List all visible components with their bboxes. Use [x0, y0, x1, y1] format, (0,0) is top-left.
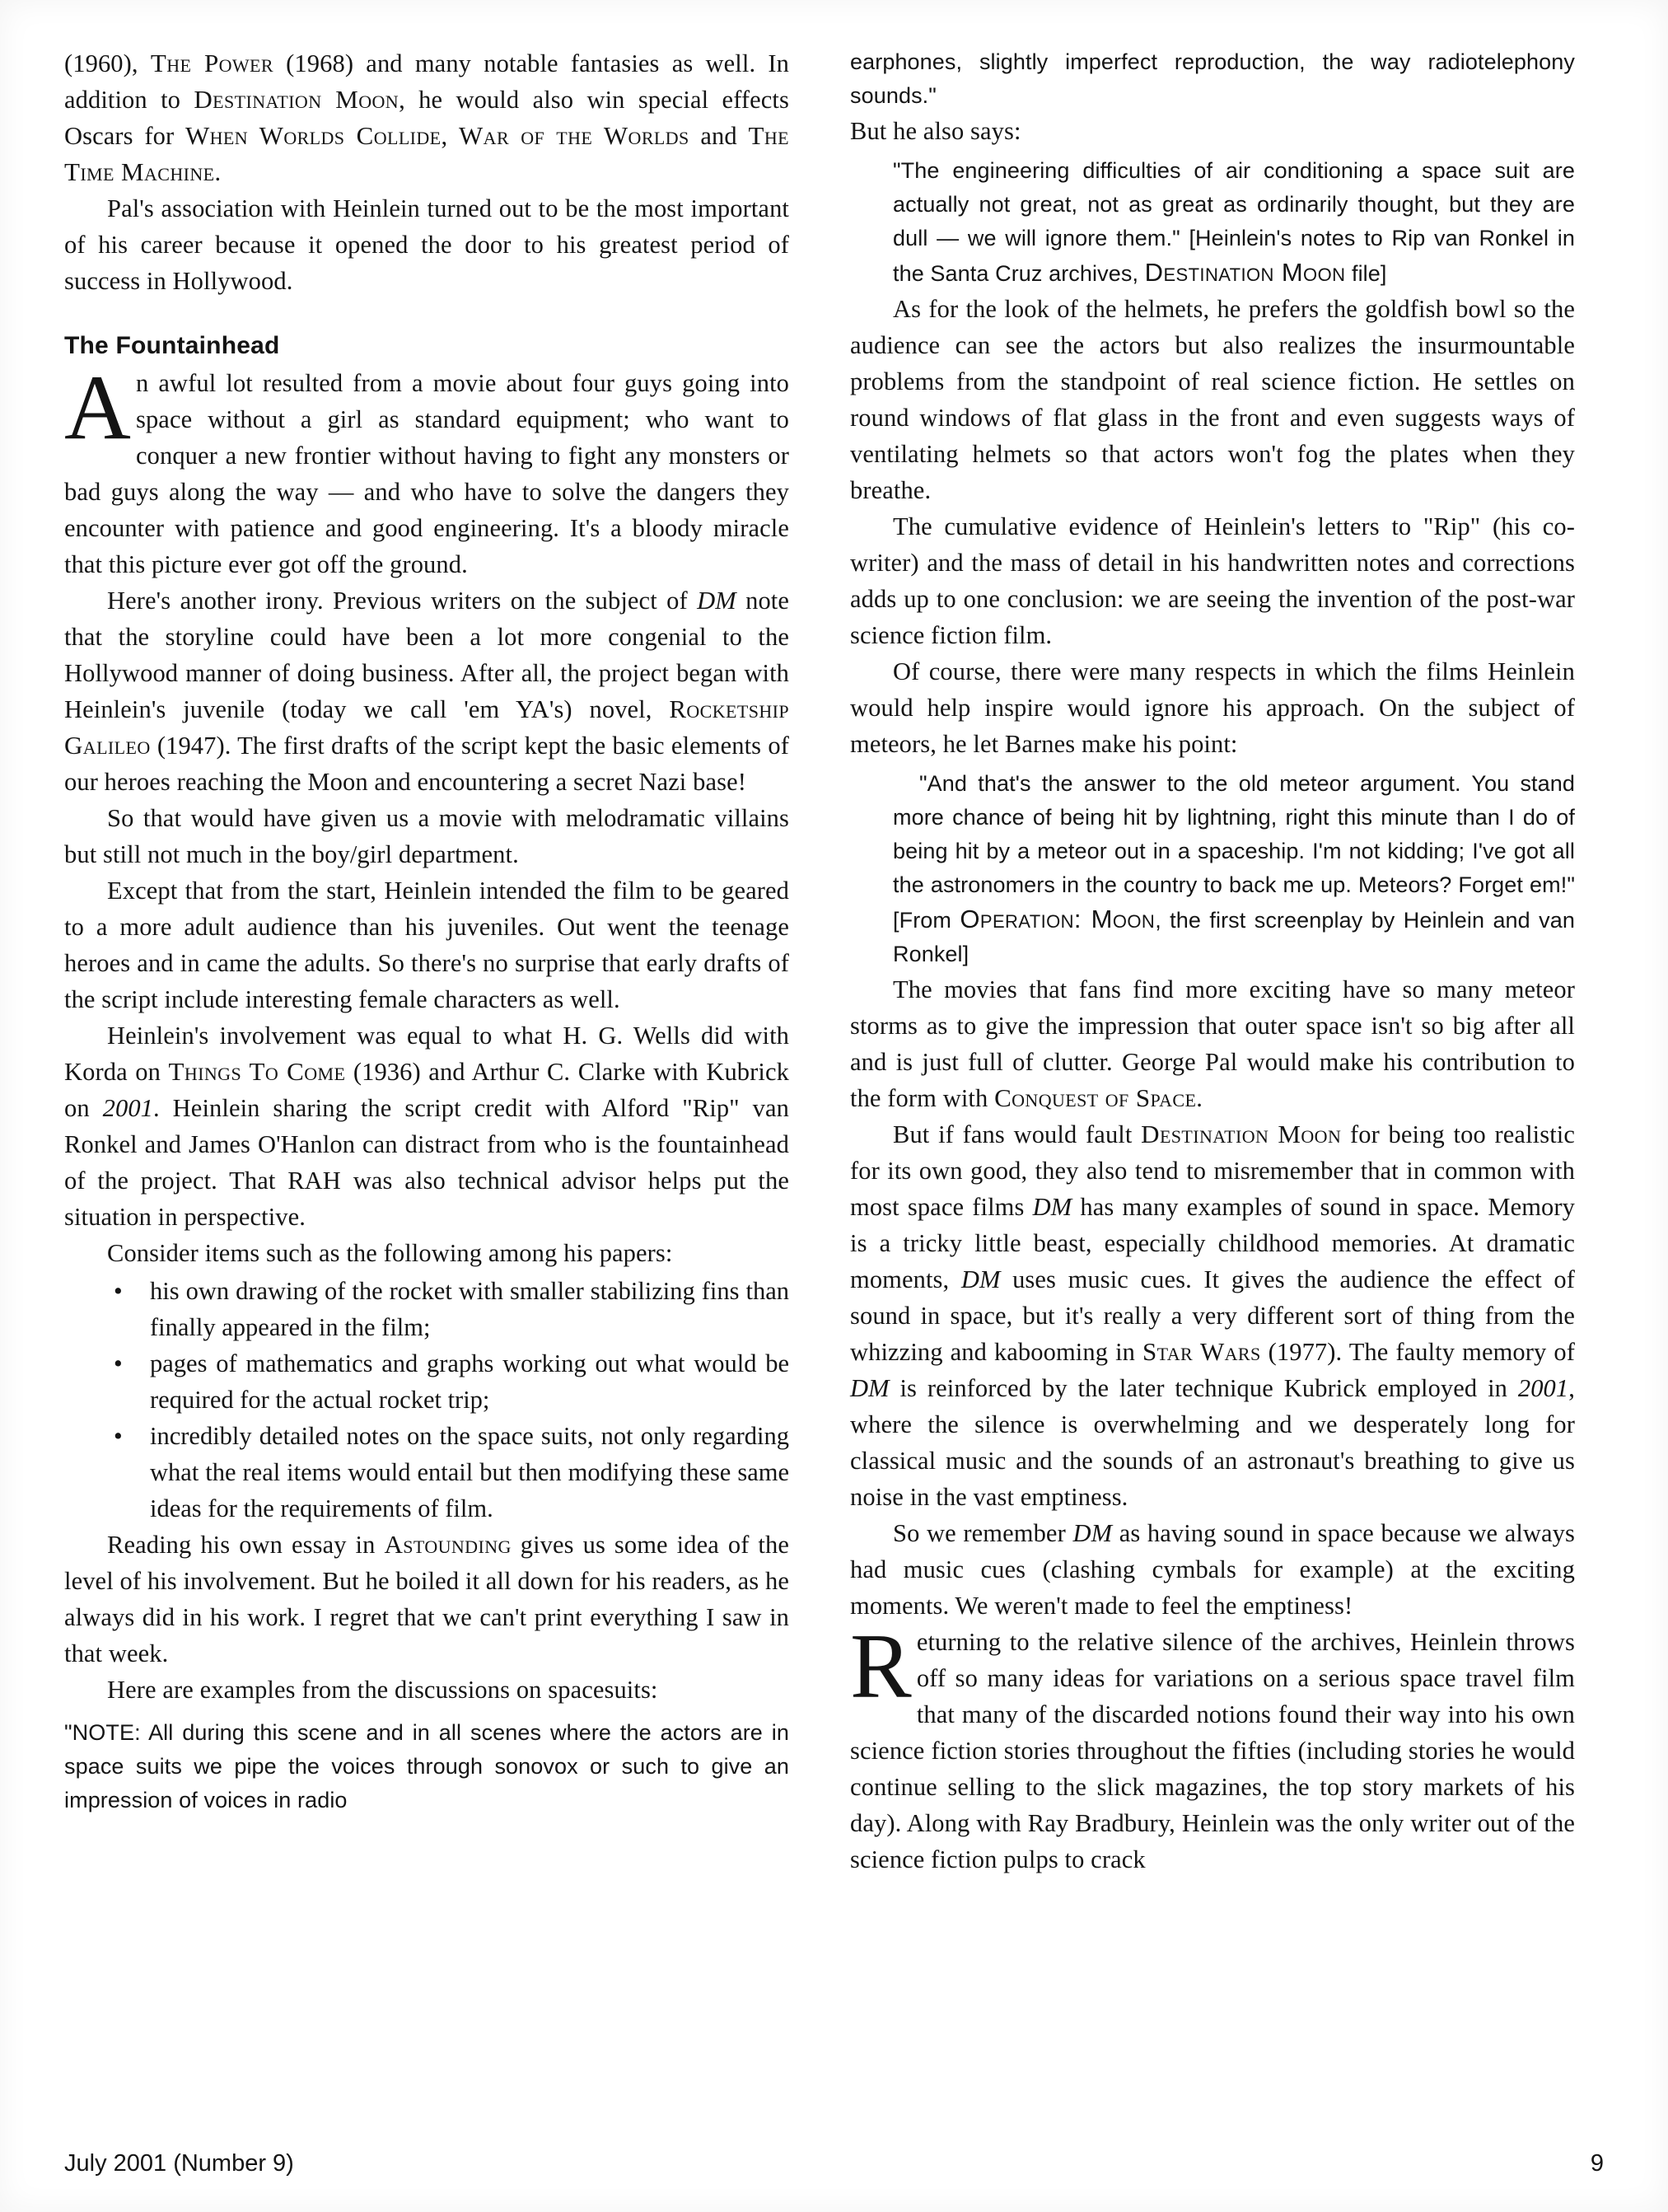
text-run: (1977). The faulty memory of — [1260, 1338, 1575, 1366]
blockquote-meteor-argument — [850, 767, 1575, 971]
bullet-glyph: • — [114, 1349, 123, 1377]
text-run: (1936) and Arthur C. Clarke with Kubrick on — [64, 1058, 789, 1122]
italic-abbrev: DM — [697, 587, 736, 615]
italic-abbrev: DM — [850, 1374, 890, 1402]
title-small-caps: Things To Come — [168, 1057, 346, 1086]
blockquote-continued: earphones, slightly imperfect reproduction, the way radiotelephony sounds." — [850, 49, 1575, 108]
italic-abbrev: DM — [1032, 1193, 1072, 1221]
paragraph-left-10: Here are examples from the discussions on spacesuits: — [107, 1676, 658, 1704]
text-run: , the first screenplay by Heinlein and van Ronkel] — [893, 908, 1575, 966]
italic-title: 2001 — [102, 1094, 154, 1122]
text-run: . — [1196, 1084, 1203, 1112]
text-run: "The engineering difficulties of air conditioning a space suit are actually not great, not as great as ordinarily thought, but they are dull — we will ignore them." [Heinlein's notes to Rip van Ronkel in the Santa Cruz archives, — [893, 158, 1575, 286]
paragraph-right-1: But he also says: — [850, 117, 1021, 145]
left-column — [64, 45, 789, 2023]
text-run: Heinlein's involvement was equal to what H. G. Wells did with Korda on — [64, 1022, 789, 1086]
drop-cap-r: R — [850, 1616, 912, 1718]
text-run: as having sound in space because we always had music cues (clashing cymbals for example) at the exciting moments. We weren't made to feel the emptiness! — [850, 1519, 1575, 1620]
text-run: But if fans would fault — [893, 1120, 1142, 1148]
text-run: , he would also win special effects Oscars for — [64, 86, 789, 150]
text-run: and — [689, 122, 749, 150]
italic-abbrev: DM — [960, 1265, 1001, 1293]
paragraph-right-7 — [850, 1515, 1575, 1624]
list-item-text: incredibly detailed notes on the space suits, not only regarding what the real items would entail but then modifying these same ideas for the requirements of film. — [150, 1422, 789, 1522]
italic-abbrev: DM — [1072, 1519, 1113, 1547]
paragraph-left-4 — [64, 582, 789, 800]
list-item-text: his own drawing of the rocket with smaller stabilizing fins than finally appeared in the film; — [150, 1277, 789, 1341]
title-small-caps: Star Wars — [1142, 1337, 1261, 1366]
title-small-caps: When Worlds Collide — [185, 121, 442, 150]
title-small-caps: The Time Machine — [64, 121, 789, 186]
paragraph-right-2: As for the look of the helmets, he prefers the goldfish bowl so the audience can see the actors but also realizes the insurmountable problems from the standpoint of real science fiction. He settles on round windows of flat glass in the front and even suggests ways of ventilating helmets so that actors won't fog the plates when they breathe. — [850, 295, 1575, 504]
title-small-caps: Destination Moon — [194, 85, 399, 114]
two-column-body — [64, 45, 1604, 2023]
text-run: , — [441, 122, 459, 150]
paragraph-left-8: Consider items such as the following among his papers: — [107, 1239, 673, 1267]
paragraph-left-5: So that would have given us a movie with melodramatic villains but still not much in the boy/girl department. — [64, 804, 789, 868]
text-run: , where the silence is overwhelming and we desperately long for classical music and the sounds of an astronaut's breathing to give us noise in the vast emptiness. — [850, 1374, 1575, 1511]
list-item — [107, 1418, 789, 1527]
title-small-caps: War of the Worlds — [459, 121, 689, 150]
paragraph-right-8 — [850, 1616, 1575, 1878]
paragraph-left-3 — [64, 357, 789, 582]
text-run: . — [214, 158, 222, 186]
text-run: (1960), — [64, 49, 151, 77]
bullet-glyph: • — [114, 1277, 123, 1305]
paragraph-left-1 — [64, 45, 789, 190]
section-heading-fountainhead: The Fountainhead — [64, 332, 280, 359]
drop-cap-a: A — [64, 357, 131, 459]
title-small-caps: Operation: Moon — [960, 905, 1156, 933]
title-small-caps: Destination Moon — [1141, 1120, 1342, 1148]
text-run: for being too realistic for its own good, they also tend to misremember that in common with most space films — [850, 1120, 1575, 1221]
right-column — [850, 45, 1575, 2023]
paragraph-right-4: Of course, there were many respects in which the films Heinlein would help inspire would ignore his approach. On the subject of meteors, he let Barnes make his point: — [850, 657, 1575, 758]
footer-issue-label: July 2001 (Number 9) — [64, 2150, 294, 2177]
text-run: (1968) and many notable fantasies as well. In addition to — [64, 49, 789, 114]
bullet-glyph: • — [114, 1422, 123, 1450]
blockquote-spacesuit-note: "NOTE: All during this scene and in all scenes where the actors are in space suits we pipe the voices through sonovox or such to give an impression of voices in radio — [64, 1720, 789, 1812]
paragraph-left-9 — [64, 1527, 789, 1672]
text-run: Reading his own essay in — [107, 1531, 385, 1559]
title-small-caps: Rocketship Galileo — [64, 694, 789, 760]
italic-title: 2001 — [1517, 1374, 1569, 1402]
text-run: gives us some idea of the level of his involvement. But he boiled it all down for his readers, as he always did in his work. I regret that we can't print everything I saw in that week. — [64, 1531, 789, 1667]
text-run: file] — [1345, 261, 1387, 286]
list-item — [107, 1273, 789, 1345]
title-small-caps: Destination Moon — [1144, 258, 1346, 287]
list-item-text: pages of mathematics and graphs working out what would be required for the actual rocket trip; — [150, 1349, 789, 1414]
paragraph-left-6: Except that from the start, Heinlein intended the film to be geared to a more adult audience than his juveniles. Out went the teenage heroes and in came the adults. So there's no surprise that early drafts of the script include interesting female characters as well. — [64, 877, 789, 1013]
list-item — [107, 1345, 789, 1418]
text-run: The movies that fans find more exciting have so many meteor storms as to give the impression that outer space isn't so big after all and is just full of clutter. George Pal would make his contribution to the form with — [850, 975, 1575, 1112]
blockquote-air-conditioning — [850, 154, 1575, 291]
paragraph-right-5 — [850, 971, 1575, 1116]
paragraph-right-3: The cumulative evidence of Heinlein's letters to "Rip" (his co-writer) and the mass of detail in his handwritten notes and corrections adds up to one conclusion: we are seeing the invention of the post-war science fiction film. — [850, 512, 1575, 649]
footer-page-number: 9 — [1590, 2150, 1604, 2177]
text-run: eturning to the relative silence of the archives, Heinlein throws off so many ideas for variations on a serious space travel film that many of the discarded notions found their way into his own science fiction stories throughout the fifties (including stories he would continue selling to the slick magazines, the top story markets of his day). Along with Ray Bradbury, Heinlein was the only writer out of the science fiction pulps to crack — [850, 1628, 1575, 1873]
page-footer — [64, 2150, 1604, 2177]
text-run: (1947). The first drafts of the script kept the basic elements of our heroes reaching the Moon and encountering a secret Nazi base! — [64, 732, 789, 796]
title-small-caps: Conquest of Space — [994, 1083, 1197, 1112]
paragraph-left-2: Pal's association with Heinlein turned out to be the most important of his career because it opened the door to his greatest period of success in Hollywood. — [64, 194, 789, 295]
paragraph-right-6 — [850, 1116, 1575, 1515]
text-run: is reinforced by the later technique Kubrick employed in — [889, 1374, 1518, 1402]
text-run: has many examples of sound in space. Memory is a tricky little beast, especially childhood memories. At dramatic moments, — [850, 1193, 1575, 1293]
bullet-list — [64, 1273, 789, 1527]
text-run: . Heinlein sharing the script credit with Alford "Rip" van Ronkel and James O'Hanlon can distract from who is the fountainhead of the project. That RAH was also technical advisor helps put the situation in perspective. — [64, 1094, 789, 1231]
text-run: note that the storyline could have been a lot more congenial to the Hollywood manner of doing business. After all, the project began with Heinlein's juvenile (today we call 'em YA's) novel, — [64, 587, 789, 723]
text-run: n awful lot resulted from a movie about four guys going into space without a girl as standard equipment; who want to conquer a new frontier without having to fight any monsters or bad guys along the way — and who have to solve the dangers they encounter with patience and good engineering. It's a bloody miracle that this picture ever got off the ground. — [64, 369, 789, 578]
text-run: So we remember — [893, 1519, 1073, 1547]
text-run: Here's another irony. Previous writers on the subject of — [107, 587, 698, 615]
title-small-caps: The Power — [150, 49, 273, 77]
text-run: "And that's the answer to the old meteor argument. You stand more chance of being hit by lightning, right this minute than I do of being hit by a meteor out in a spaceship. I'm not kidding; I've got all the astronomers in the country to back me up. Meteors? Forget em!" [From — [893, 771, 1575, 933]
title-small-caps: Astounding — [384, 1530, 512, 1559]
paragraph-left-7 — [64, 1017, 789, 1235]
text-run: uses music cues. It gives the audience the effect of sound in space, but it's really a very different sort of thing from the whizzing and kabooming in — [850, 1265, 1575, 1366]
